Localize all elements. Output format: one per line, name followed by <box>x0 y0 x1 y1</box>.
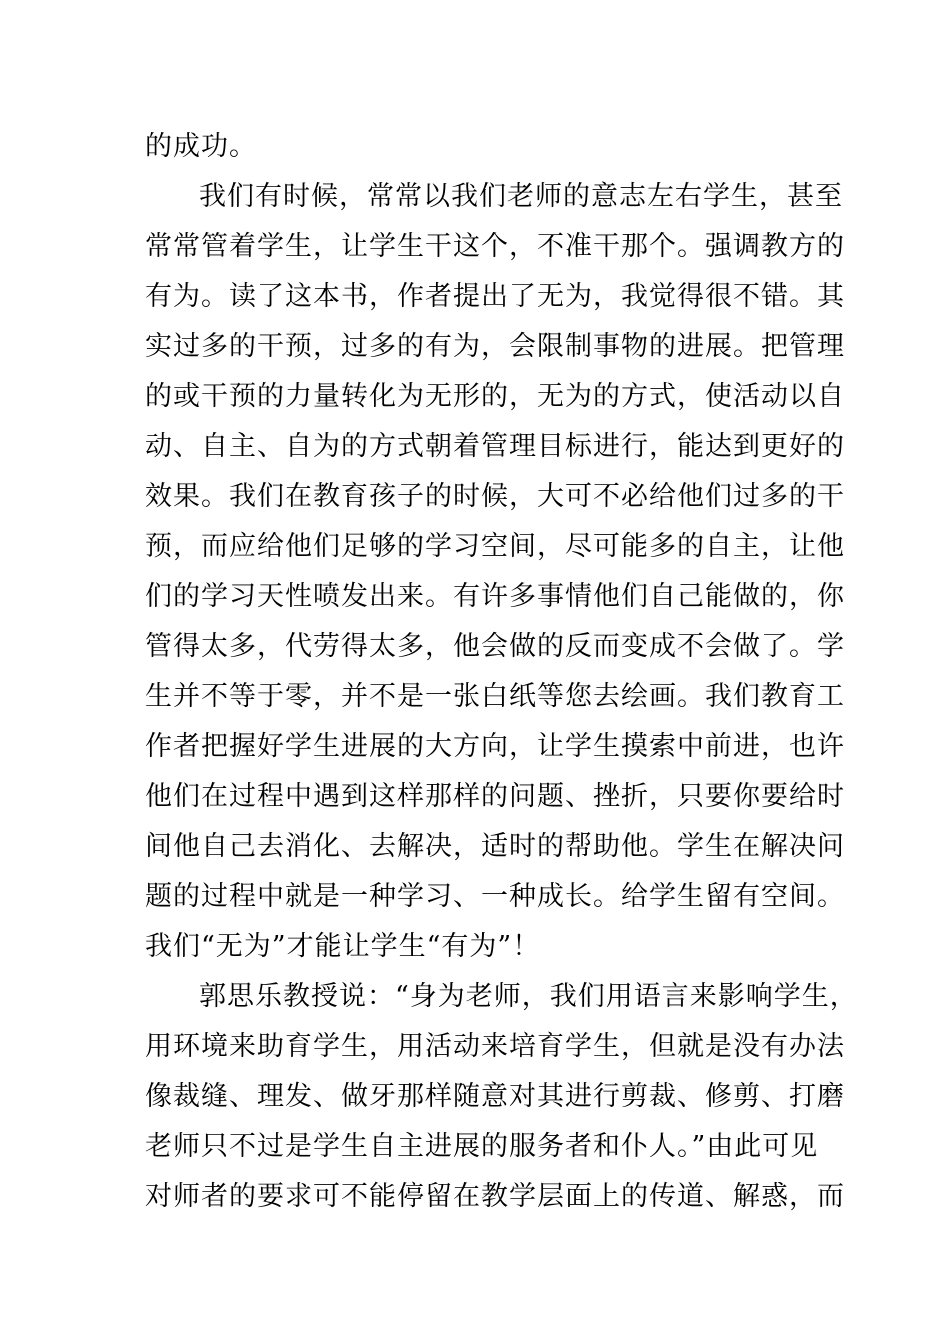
text-line: 像裁缝、理发、做牙那样随意对其进行剪裁、修剪、打磨 <box>145 1081 845 1112</box>
text-line: 预，而应给他们足够的学习空间，尽可能多的自主，让他 <box>145 531 845 562</box>
text-line: 老师只不过是学生自主进展的服务者和仆人。”由此可见 <box>145 1131 819 1162</box>
text-line: 动、自主、自为的方式朝着管理目标进行，能达到更好的 <box>145 431 845 462</box>
text-line: 作者把握好学生进展的大方向，让学生摸索中前进，也许 <box>145 731 845 762</box>
text-line: 实过多的干预，过多的有为，会限制事物的进展。把管理 <box>145 331 845 362</box>
text-line: 的成功。 <box>145 131 257 162</box>
text-line: 对师者的要求可不能停留在教学层面上的传道、解惑，而 <box>145 1181 845 1212</box>
text-line: 题的过程中就是一种学习、一种成长。给学生留有空间。 <box>145 881 845 912</box>
text-line: 的或干预的力量转化为无形的，无为的方式，使活动以自 <box>145 381 845 412</box>
text-line: 用环境来助育学生，用活动来培育学生，但就是没有办法 <box>145 1031 845 1062</box>
text-line: 有为。读了这本书，作者提出了无为，我觉得很不错。其 <box>145 281 845 312</box>
text-line: 们的学习天性喷发出来。有许多事情他们自己能做的，你 <box>145 581 845 612</box>
text-line: 生并不等于零，并不是一张白纸等您去绘画。我们教育工 <box>145 681 845 712</box>
text-line: 他们在过程中遇到这样那样的问题、挫折，只要你要给时 <box>145 781 845 812</box>
paragraph-first-line: 我们有时候，常常以我们老师的意志左右学生，甚至 <box>199 181 843 212</box>
text-line: 常常管着学生，让学生干这个，不准干那个。强调教方的 <box>145 231 845 262</box>
text-line: 我们“无为”才能让学生“有为”！ <box>145 931 541 962</box>
text-line: 管得太多，代劳得太多，他会做的反而变成不会做了。学 <box>145 631 845 662</box>
text-line: 效果。我们在教育孩子的时候，大可不必给他们过多的干 <box>145 481 845 512</box>
text-line: 间他自己去消化、去解决，适时的帮助他。学生在解决问 <box>145 831 845 862</box>
paragraph-first-line: 郭思乐教授说：“身为老师，我们用语言来影响学生， <box>199 981 858 1012</box>
